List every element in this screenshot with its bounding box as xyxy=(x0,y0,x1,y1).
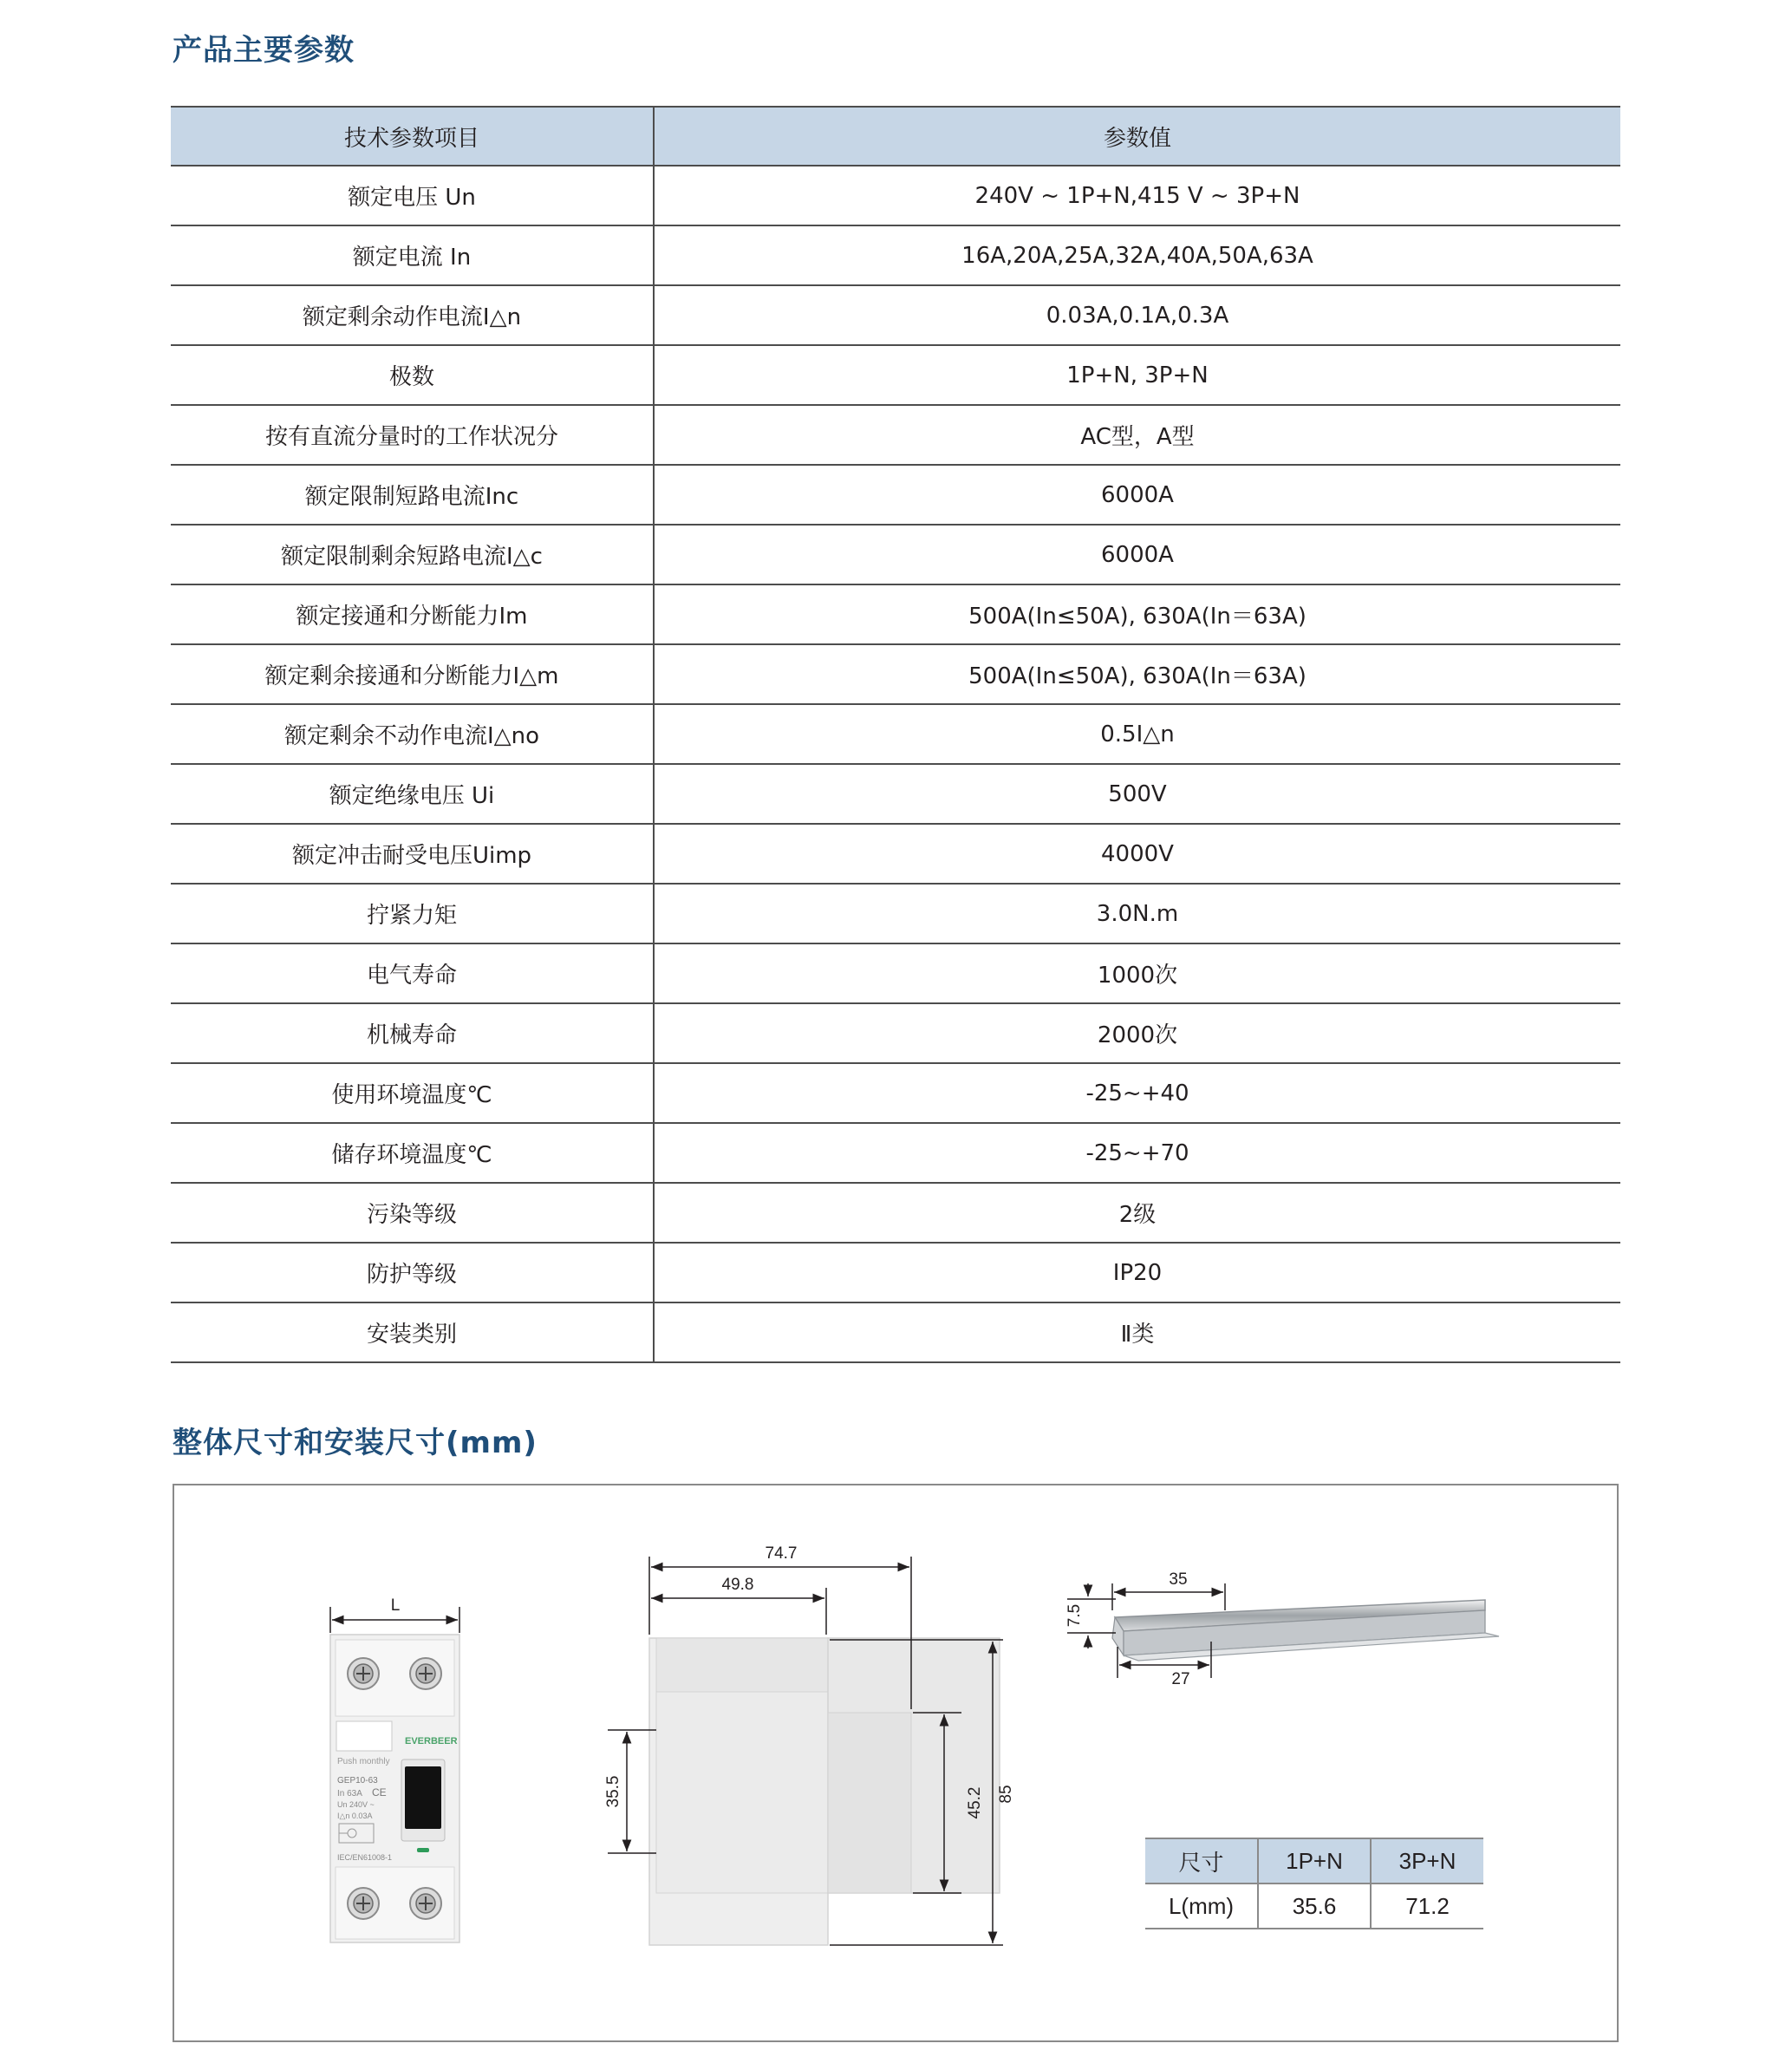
param-name-cell: 额定接通和分断能力Im xyxy=(171,584,654,644)
param-value-cell: 16A,20A,25A,32A,40A,50A,63A xyxy=(654,225,1620,285)
table-row xyxy=(171,584,1620,644)
table-row xyxy=(171,1243,1620,1302)
table-row xyxy=(1145,1883,1483,1929)
dim-label-left-height: 35.5 xyxy=(604,1775,622,1808)
table-row xyxy=(171,465,1620,525)
param-value-cell: 240V ~ 1P+N,415 V ~ 3P+N xyxy=(654,166,1620,225)
table-row xyxy=(171,525,1620,584)
param-name-cell: 额定限制剩余短路电流I△c xyxy=(171,525,654,584)
dimension-drawing-panel xyxy=(173,1484,1619,2042)
test-indicator xyxy=(417,1848,429,1852)
table-row xyxy=(171,285,1620,345)
table-row xyxy=(171,764,1620,824)
table-row xyxy=(171,884,1620,943)
brand-logo: EVERBEER xyxy=(405,1736,458,1746)
param-value-cell: IP20 xyxy=(654,1243,1620,1302)
residual-current-text: I△n 0.03A xyxy=(337,1812,373,1820)
header-param-item: 技术参数项目 xyxy=(171,107,654,166)
param-value-cell: 2000次 xyxy=(654,1003,1620,1063)
param-name-cell: 安装类别 xyxy=(171,1302,654,1362)
table-row xyxy=(171,1183,1620,1243)
size-value-cell: 71.2 xyxy=(1371,1883,1483,1929)
spec-table xyxy=(171,106,1620,1363)
param-value-cell: 500A(In≤50A), 630A(In＝63A) xyxy=(654,644,1620,704)
param-name-cell: 额定冲击耐受电压Uimp xyxy=(171,824,654,884)
table-row xyxy=(171,1063,1620,1123)
label-window xyxy=(336,1721,392,1751)
table-row xyxy=(171,405,1620,465)
dim-label-total-height: 85 xyxy=(997,1785,1015,1804)
param-name-cell: 使用环境温度℃ xyxy=(171,1063,654,1123)
param-value-cell: -25~+70 xyxy=(654,1123,1620,1183)
param-value-cell: 6000A xyxy=(654,525,1620,584)
dim-label-overall-width: 74.7 xyxy=(765,1544,798,1563)
dim-label-rail-top: 35 xyxy=(1169,1570,1188,1589)
section-title-dimensions: 整体尺寸和安装尺寸(mm) xyxy=(173,1426,538,1460)
param-value-cell: -25~+40 xyxy=(654,1063,1620,1123)
rated-current-text: In 63A xyxy=(337,1789,362,1799)
standard-text: IEC/EN61008-1 xyxy=(337,1853,393,1862)
param-name-cell: 防护等级 xyxy=(171,1243,654,1302)
size-table xyxy=(1145,1838,1483,1929)
size-label-cell: L(mm) xyxy=(1145,1883,1258,1929)
section-title-specs: 产品主要参数 xyxy=(173,33,355,68)
table-row xyxy=(171,824,1620,884)
param-value-cell: 1000次 xyxy=(654,943,1620,1003)
param-name-cell: 额定限制短路电流Inc xyxy=(171,465,654,525)
param-name-cell: 污染等级 xyxy=(171,1183,654,1243)
param-name-cell: 额定电压 Un xyxy=(171,166,654,225)
param-value-cell: 1P+N, 3P+N xyxy=(654,345,1620,405)
din-rail-view xyxy=(1065,1570,1499,1688)
param-name-cell: 拧紧力矩 xyxy=(171,884,654,943)
param-value-cell: 2级 xyxy=(654,1183,1620,1243)
param-value-cell: Ⅱ类 xyxy=(654,1302,1620,1362)
size-value-cell: 35.6 xyxy=(1258,1883,1371,1929)
param-name-cell: 极数 xyxy=(171,345,654,405)
side-view xyxy=(604,1544,1015,1945)
table-row xyxy=(171,704,1620,764)
dim-label-upper-width: 49.8 xyxy=(721,1576,754,1594)
table-row xyxy=(171,225,1620,285)
header-param-value: 参数值 xyxy=(654,107,1620,166)
ce-mark: CE xyxy=(372,1786,387,1799)
dim-label-rail-bottom: 27 xyxy=(1171,1670,1190,1688)
rated-voltage-text: Un 240V ~ xyxy=(337,1800,375,1809)
param-value-cell: 3.0N.m xyxy=(654,884,1620,943)
size-table-header xyxy=(1145,1838,1483,1883)
param-name-cell: 机械寿命 xyxy=(171,1003,654,1063)
table-row xyxy=(171,1003,1620,1063)
param-value-cell: 0.5I△n xyxy=(654,704,1620,764)
table-row xyxy=(171,644,1620,704)
table-row xyxy=(171,345,1620,405)
param-name-cell: 按有直流分量时的工作状况分 xyxy=(171,405,654,465)
param-value-cell: 4000V xyxy=(654,824,1620,884)
param-name-cell: 额定剩余接通和分断能力I△m xyxy=(171,644,654,704)
toggle-lever xyxy=(405,1766,441,1829)
param-name-cell: 电气寿命 xyxy=(171,943,654,1003)
param-value-cell: 500V xyxy=(654,764,1620,824)
table-row xyxy=(171,1302,1620,1362)
dim-label-mid-height: 45.2 xyxy=(966,1786,984,1819)
push-monthly-text: Push monthly xyxy=(337,1757,390,1766)
dim-label-rail-height: 7.5 xyxy=(1065,1603,1084,1628)
model-text: GEP10-63 xyxy=(337,1776,378,1786)
table-row xyxy=(171,1123,1620,1183)
spec-table-header xyxy=(171,107,1620,166)
param-name-cell: 额定剩余不动作电流I△no xyxy=(171,704,654,764)
front-view xyxy=(330,1596,459,1942)
param-value-cell: 6000A xyxy=(654,465,1620,525)
param-name-cell: 储存环境温度℃ xyxy=(171,1123,654,1183)
table-row xyxy=(171,166,1620,225)
param-value-cell: 500A(In≤50A), 630A(In＝63A) xyxy=(654,584,1620,644)
dim-label-L: L xyxy=(390,1596,401,1615)
table-row xyxy=(171,943,1620,1003)
size-header-1pn: 1P+N xyxy=(1258,1838,1371,1883)
param-name-cell: 额定电流 In xyxy=(171,225,654,285)
param-value-cell: AC型，A型 xyxy=(654,405,1620,465)
param-name-cell: 额定绝缘电压 Ui xyxy=(171,764,654,824)
size-header-3pn: 3P+N xyxy=(1371,1838,1483,1883)
size-header-dimension: 尺寸 xyxy=(1145,1838,1258,1883)
dimension-drawing xyxy=(174,1485,1617,2040)
param-name-cell: 额定剩余动作电流I△n xyxy=(171,285,654,345)
param-value-cell: 0.03A,0.1A,0.3A xyxy=(654,285,1620,345)
